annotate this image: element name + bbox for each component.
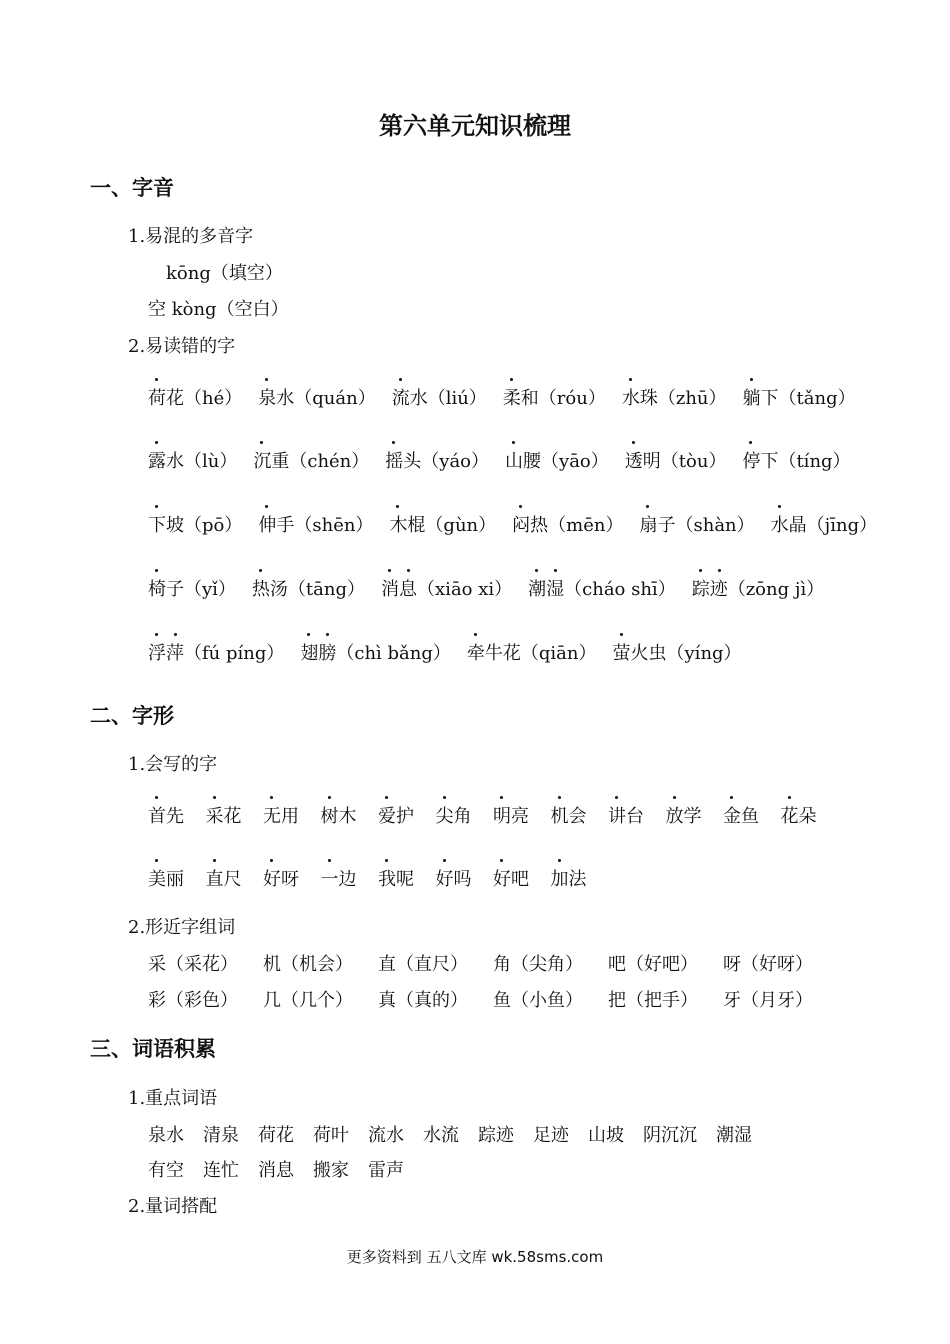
vocab-item: 荷叶 [313,1125,349,1146]
misread-item: 沉重（chén） [253,447,369,473]
footer-link[interactable]: 更多资料到 五八文库 wk.58sms.com [346,1248,604,1266]
word-item: 无用 [263,802,321,828]
subheading-write: 1.会写的字 [128,754,218,775]
misread-item: 水晶（jīng） [771,511,877,537]
pair-item: 彩（彩色） [148,990,238,1011]
pair-item: 吧（好吧） [608,954,698,975]
misread-row-1 [148,384,872,410]
word-item: 好呀 [263,865,321,891]
misread-row-2 [148,447,867,473]
section-heading-pronunciation: 一、字音 [90,176,174,200]
misread-row-3 [148,511,893,537]
misread-item: 透明（tòu） [625,447,727,473]
pair-item: 机（机会） [263,954,353,975]
subheading-similar-chars: 2.形近字组词 [128,917,236,938]
polyphonic-line-2: 空 kòng（空白） [148,299,289,320]
vocab-item: 有空 [148,1160,184,1181]
pair-item: 把（把手） [608,990,698,1011]
word-item: 好吧 [493,865,551,891]
word-item: 美丽 [148,865,206,891]
misread-item: 荷花（hé） [148,384,242,410]
vocab-item: 阴沉沉 [643,1125,697,1146]
vocab-item: 山坡 [588,1125,624,1146]
page-title: 第六单元知识梳理 [379,112,571,140]
misread-item: 闷热（mēn） [512,511,623,537]
word-item: 尖角 [436,802,494,828]
misread-item: 木棍（gùn） [389,511,496,537]
vocab-item: 潮湿 [716,1125,752,1146]
word-item: 加法 [551,865,609,891]
misread-item: 潮湿（cháo shī） [528,575,676,601]
pair-item: 直（直尺） [378,954,468,975]
vocab-item: 清泉 [203,1125,239,1146]
misread-item: 躺下（tǎng） [743,384,856,410]
misread-item: 水珠（zhū） [622,384,727,410]
write-words-row-1 [148,802,838,828]
misread-item: 牵牛花（qiān） [467,639,597,665]
vocab-item: 雷声 [368,1160,404,1181]
misread-item: 摇头（yáo） [385,447,489,473]
pair-item: 牙（月牙） [723,990,813,1011]
vocab-item: 流水 [368,1125,404,1146]
misread-item: 扇子（shàn） [639,511,754,537]
vocab-item: 水流 [423,1125,459,1146]
pair-item: 角（尖角） [493,954,583,975]
key-words-row-2 [148,1156,423,1182]
word-item: 机会 [551,802,609,828]
vocab-item: 消息 [258,1160,294,1181]
polyphonic-line-1: kōng（填空） [166,263,283,284]
word-item: 爱护 [378,802,436,828]
vocab-item: 搬家 [313,1160,349,1181]
key-words-row-1 [148,1121,771,1147]
word-item: 花朵 [781,802,839,828]
misread-item: 露水（lù） [148,447,237,473]
misread-item: 热汤（tāng） [252,575,365,601]
misread-item: 伸手（shēn） [258,511,373,537]
word-item: 首先 [148,802,206,828]
word-item: 讲台 [608,802,666,828]
section-heading-glyphs: 二、字形 [90,704,174,728]
pair-item: 真（真的） [378,990,468,1011]
misread-item: 泉水（quán） [258,384,375,410]
word-item: 明亮 [493,802,551,828]
pair-item: 几（几个） [263,990,353,1011]
misread-row-5 [148,639,758,665]
misread-item: 柔和（róu） [503,384,606,410]
word-item: 我呢 [378,865,436,891]
pair-item: 采（采花） [148,954,238,975]
word-item: 好吗 [436,865,494,891]
word-item: 采花 [206,802,264,828]
word-item: 放学 [666,802,724,828]
misread-item: 椅子（yǐ） [148,575,236,601]
write-words-row-2 [148,865,608,891]
misread-item: 下坡（pō） [148,511,242,537]
subheading-measure-words: 2.量词搭配 [128,1196,218,1217]
misread-item: 流水（liú） [392,384,487,410]
subheading-key-words: 1.重点词语 [128,1088,218,1109]
misread-row-4 [148,575,840,601]
vocab-item: 踪迹 [478,1125,514,1146]
vocab-item: 泉水 [148,1125,184,1146]
vocab-item: 荷花 [258,1125,294,1146]
similar-chars-row-2 [148,986,838,1012]
misread-item: 停下（tíng） [742,447,850,473]
word-item: 一边 [321,865,379,891]
word-item: 金鱼 [723,802,781,828]
subheading-polyphonic: 1.易混的多音字 [128,226,254,247]
section-heading-vocabulary: 三、词语积累 [90,1037,216,1061]
pair-item: 鱼（小鱼） [493,990,583,1011]
misread-item: 踪迹（zōng jì） [692,575,825,601]
vocab-item: 连忙 [203,1160,239,1181]
vocab-item: 足迹 [533,1125,569,1146]
word-item: 直尺 [206,865,264,891]
word-item: 树木 [321,802,379,828]
misread-item: 翅膀（chì bǎng） [300,639,451,665]
similar-chars-row-1 [148,950,838,976]
subheading-misread: 2.易读错的字 [128,336,236,357]
misread-item: 萤火虫（yíng） [613,639,742,665]
pair-item: 呀（好呀） [723,954,813,975]
misread-item: 山腰（yāo） [505,447,609,473]
misread-item: 浮萍（fú píng） [148,639,284,665]
misread-item: 消息（xiāo xi） [381,575,512,601]
